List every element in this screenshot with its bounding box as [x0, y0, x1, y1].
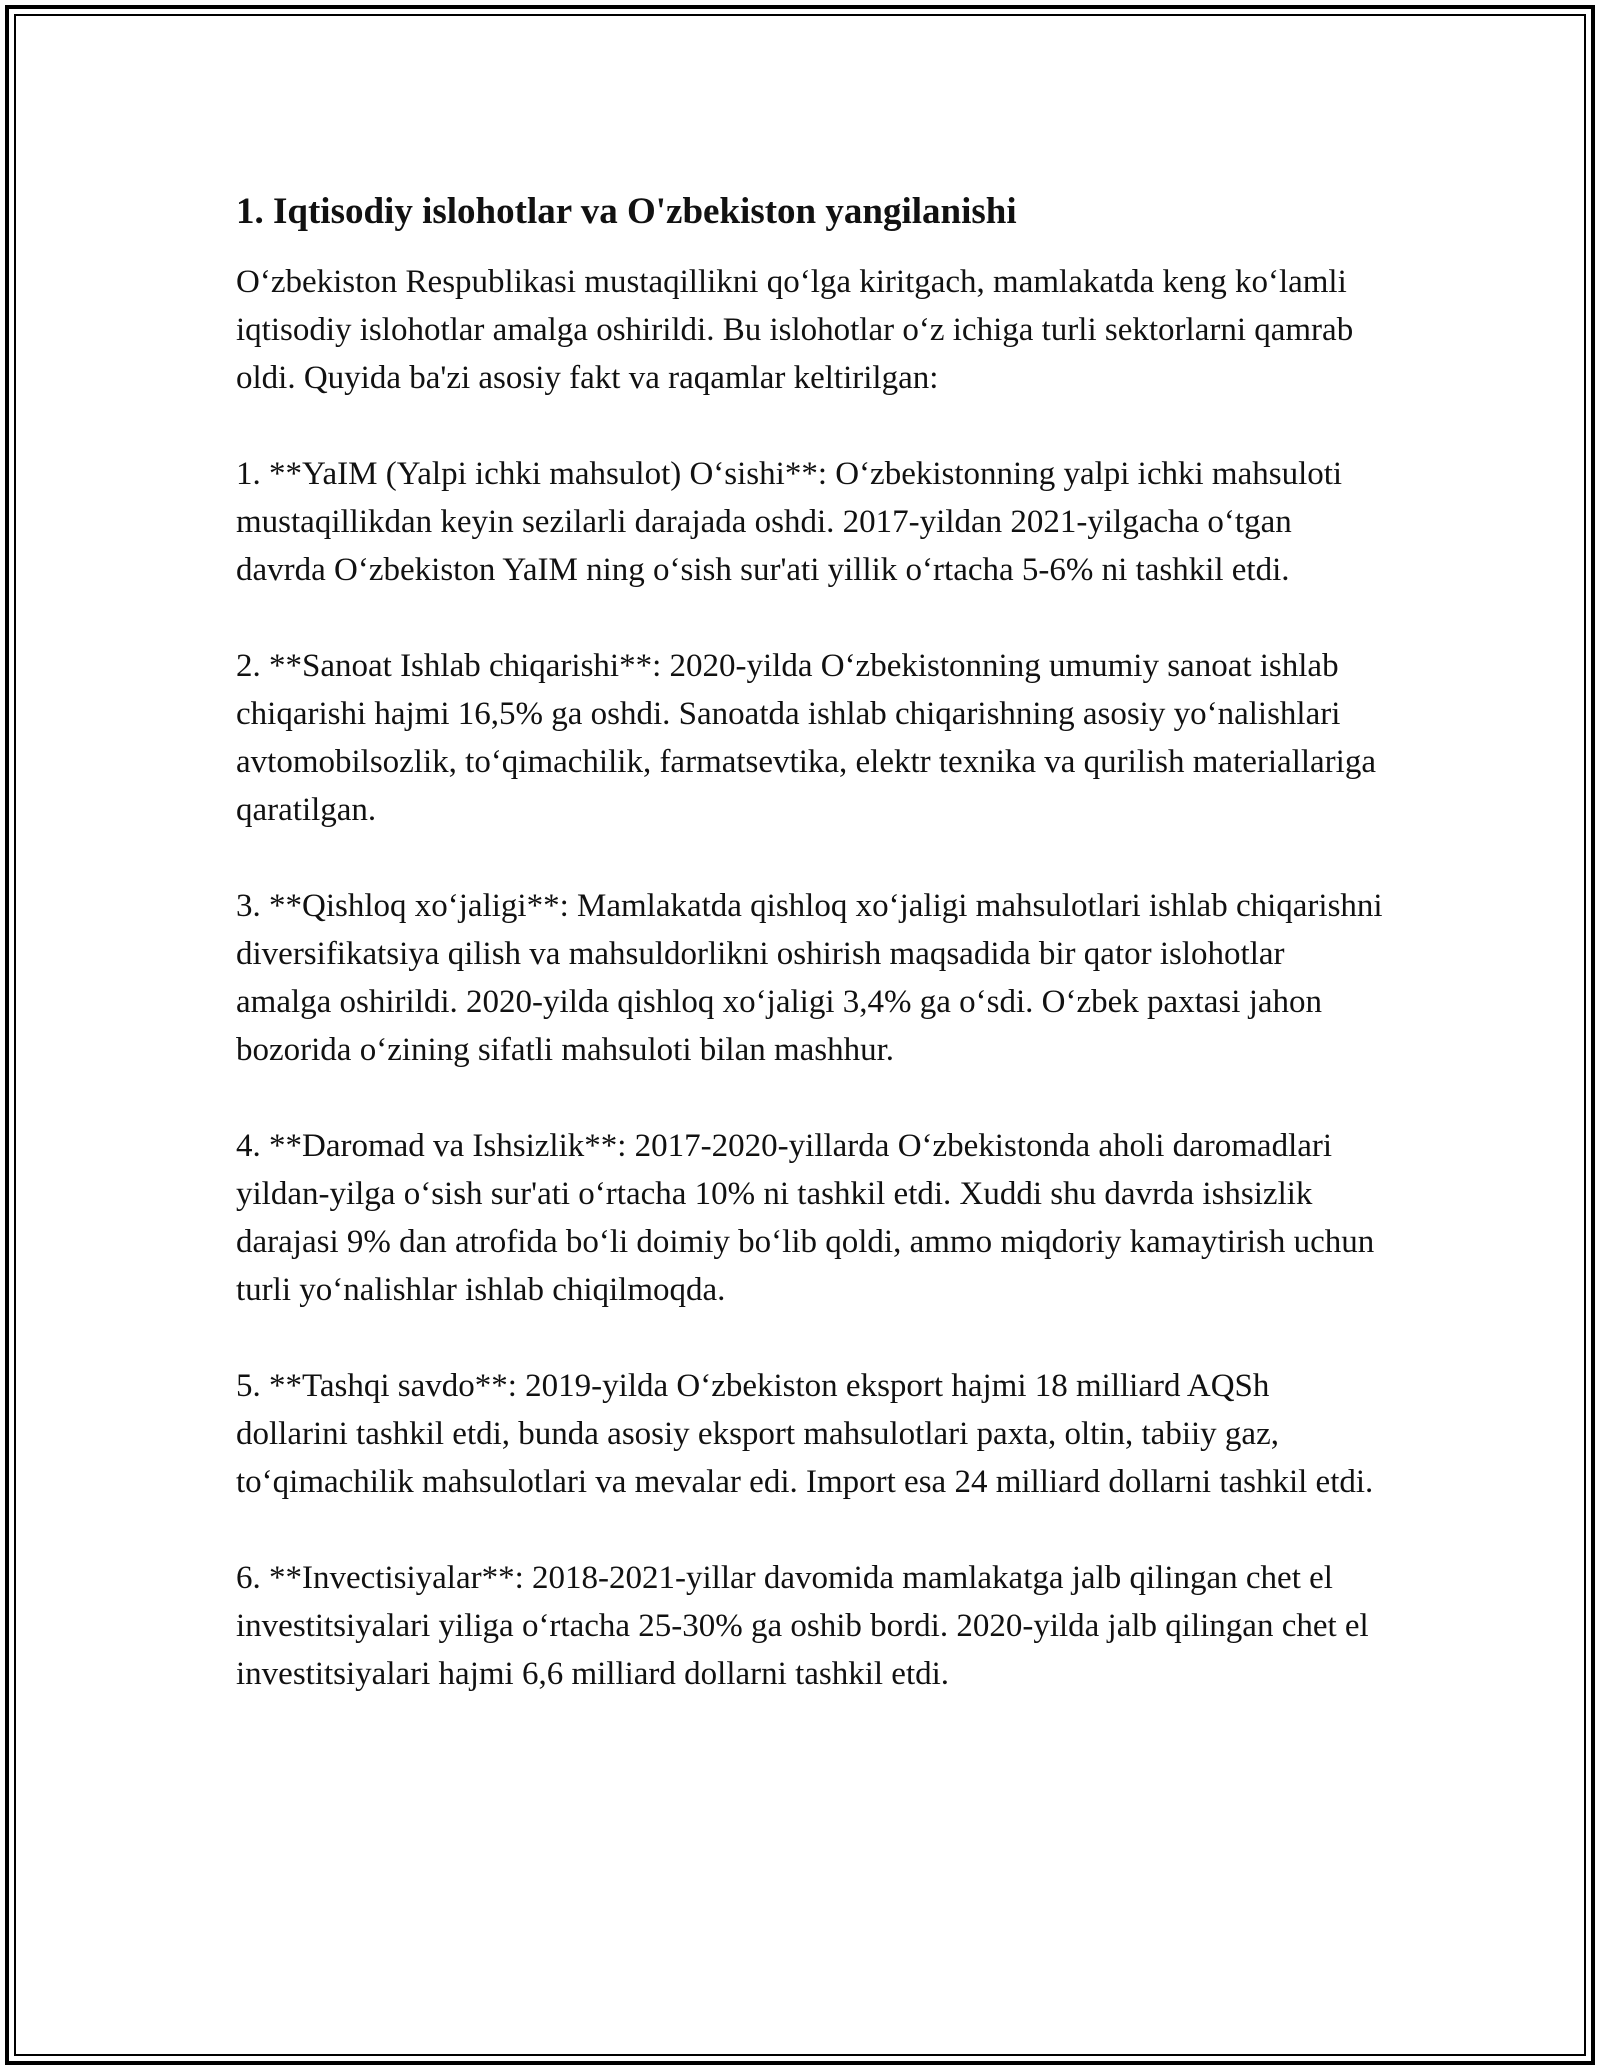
- list-item-gdp-growth: 1. **YaIM (Yalpi ichki mahsulot) Oʻsishi**: Oʻzbekistonning yalpi ichki mahsuloti mustaqillikdan keyin sezilarli darajada oshdi. 2017-yildan 2021-yilgacha oʻtgan davrda Oʻzbekiston YaIM ning oʻsish sur'ati yillik oʻrtacha 5-6% ni tashkil etdi.: [236, 456, 1343, 588]
- list-item-industrial-production: 2. **Sanoat Ishlab chiqarishi**: 2020-yilda Oʻzbekistonning umumiy sanoat ishlab chiqarishi hajmi 16,5% ga oshdi. Sanoatda ishlab chiqarishning asosiy yoʻnalishlari avtomobilsozlik, toʻqimachilik, farmatsevtika, elektr texnika va qurilish materiallariga qaratilgan.: [236, 648, 1376, 828]
- list-item-foreign-trade: 5. **Tashqi savdo**: 2019-yilda Oʻzbekiston eksport hajmi 18 milliard AQSh dollarini tashkil etdi, bunda asosiy eksport mahsulotlari paxta, oltin, tabiiy gaz, toʻqimachilik mahsulotlari va mevalar edi. Import esa 24 milliard dollarni tashkil etdi.: [236, 1368, 1374, 1500]
- intro-paragraph: Oʻzbekiston Respublikasi mustaqillikni qoʻlga kiritgach, mamlakatda keng koʻlamli iqtisodiy islohotlar amalga oshirildi. Bu islohotlar oʻz ichiga turli sektorlarni qamrab oldi. Quyida ba'zi asosiy fakt va raqamlar keltirilgan:: [236, 264, 1354, 396]
- list-item-agriculture: 3. **Qishloq xoʻjaligi**: Mamlakatda qishloq xoʻjaligi mahsulotlari ishlab chiqarishni diversifikatsiya qilish va mahsuldorlikni oshirish maqsadida bir qator islohotlar amalga oshirildi. 2020-yilda qishloq xoʻjaligi 3,4% ga oʻsdi. Oʻzbek paxtasi jahon bozorida oʻzining sifatli mahsuloti bilan mashhur.: [236, 888, 1383, 1068]
- document-body: [236, 188, 1386, 1746]
- list-item-investments: 6. **Invectisiyalar**: 2018-2021-yillar davomida mamlakatga jalb qilingan chet el investitsiyalari yiliga oʻrtacha 25-30% ga oshib bordi. 2020-yilda jalb qilingan chet el investitsiyalari hajmi 6,6 milliard dollarni tashkil etdi.: [236, 1560, 1369, 1692]
- section-heading: 1. Iqtisodiy islohotlar va O'zbekiston yangilanishi: [236, 191, 1017, 232]
- list-item-income-unemployment: 4. **Daromad va Ishsizlik**: 2017-2020-yillarda Oʻzbekistonda aholi daromadlari yildan-yilga oʻsish sur'ati oʻrtacha 10% ni tashkil etdi. Xuddi shu davrda ishsizlik darajasi 9% dan atrofida boʻli doimiy boʻlib qoldi, ammo miqdoriy kamaytirish uchun turli yoʻnalishlar ishlab chiqilmoqda.: [236, 1128, 1375, 1308]
